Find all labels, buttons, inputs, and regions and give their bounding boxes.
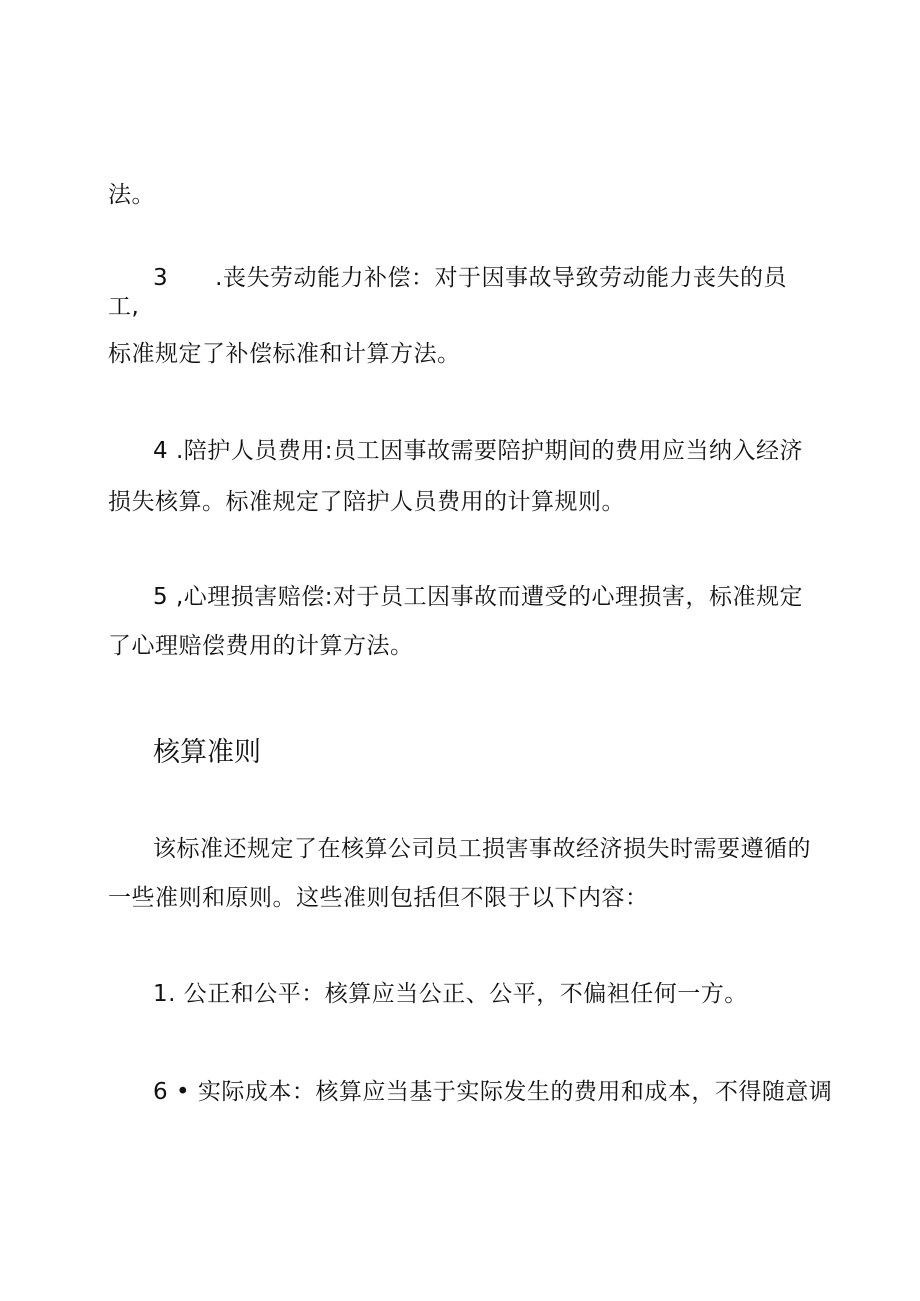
text-line: 标准规定了补偿标准和计算方法。 <box>108 341 461 367</box>
text-line: 6 • 实际成本：核算应当基于实际发生的费用和成本，不得随意调 <box>153 1079 833 1105</box>
text-line: 5 ,心理损害赔偿:对于员工因事故而遭受的心理损害，标准规定 <box>153 584 804 610</box>
text-line: 法。 <box>108 182 155 208</box>
text-line: 了心理赔偿费用的计算方法。 <box>108 633 414 659</box>
text-line: 一些准则和原则。这些准则包括但不限于以下内容： <box>108 885 649 911</box>
text-line: 4 .陪护人员费用:员工因事故需要陪护期间的费用应当纳入经济 <box>153 438 804 464</box>
text-line: 3 .丧失劳动能力补偿：对于因事故导致劳动能力丧失的员 <box>153 265 787 291</box>
text-line: 损失核算。标准规定了陪护人员费用的计算规则。 <box>108 489 625 515</box>
text-line: 该标准还规定了在核算公司员工损害事故经济损失时需要遵循的 <box>153 836 811 862</box>
text-line: 工, <box>108 294 140 320</box>
section-heading: 核算准则 <box>153 737 261 768</box>
text-line: 1. 公正和公平：核算应当公正、公平，不偏袒任何一方。 <box>153 981 748 1007</box>
